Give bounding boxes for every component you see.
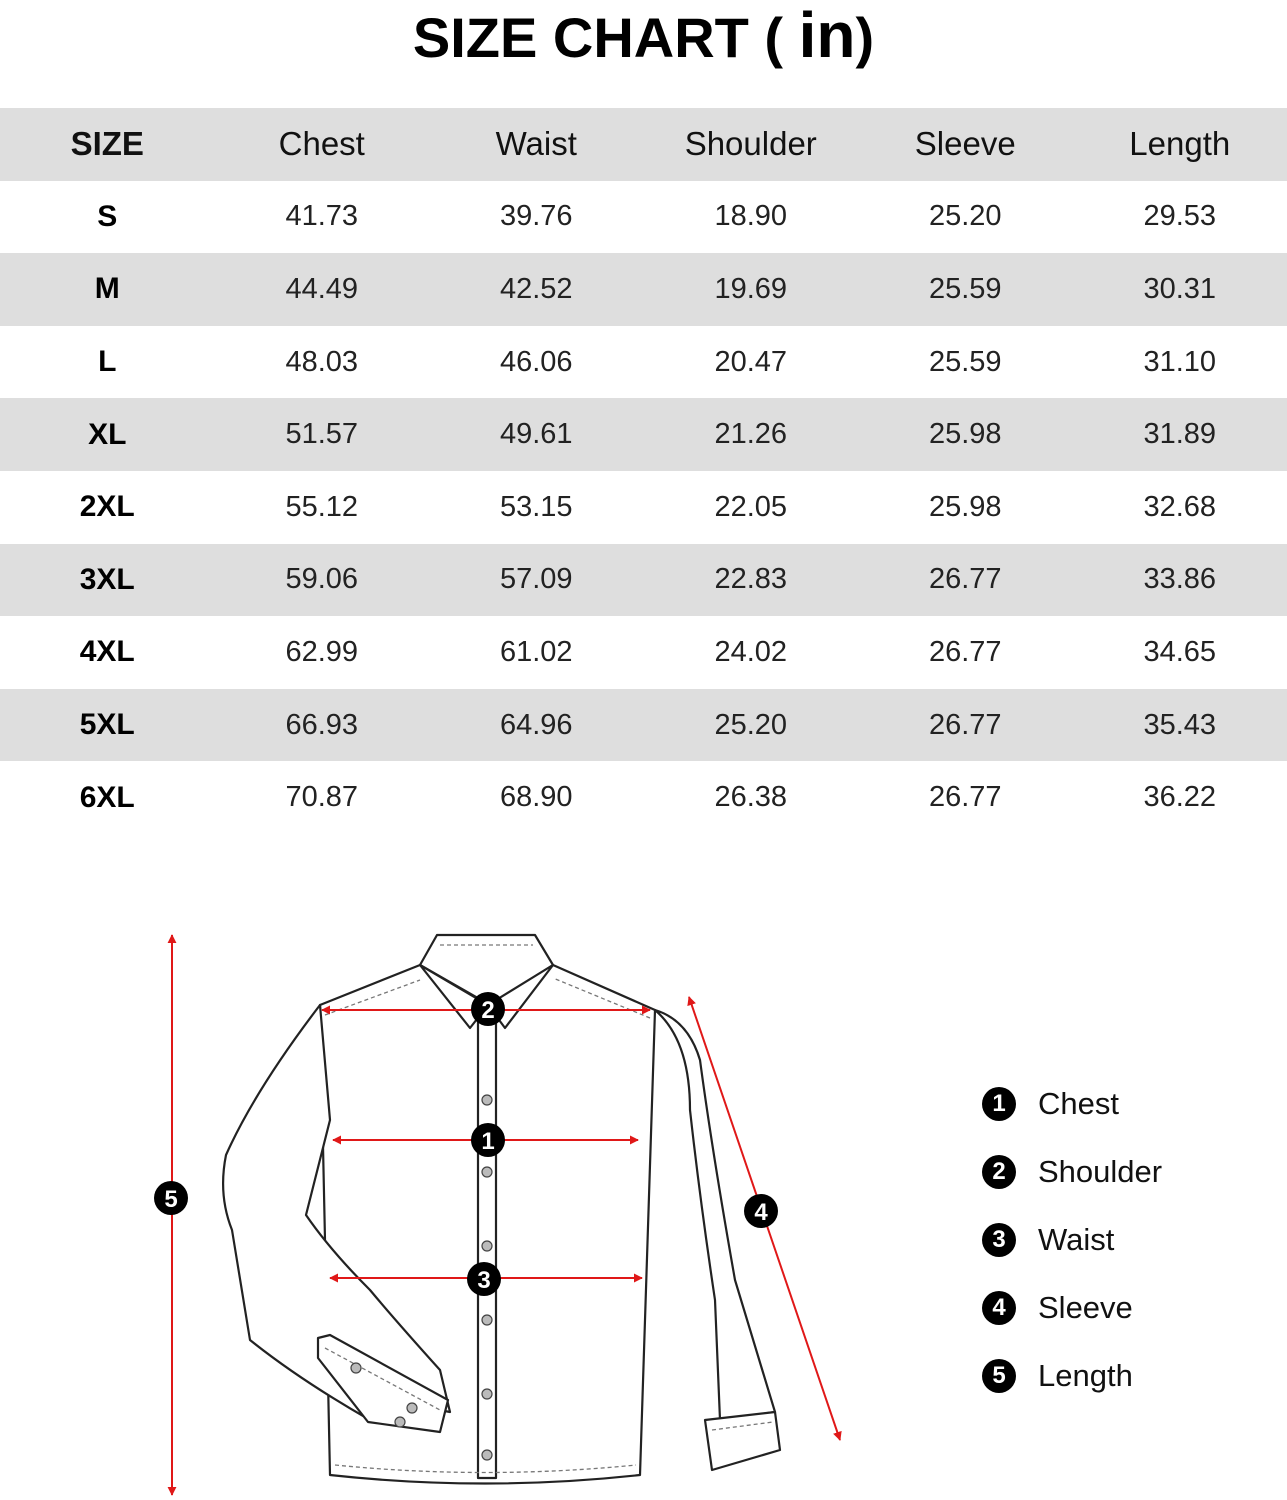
header-sleeve: Sleeve (914, 125, 1016, 163)
marker-chest-num: 1 (481, 1128, 495, 1155)
cell-size: 4XL (79, 635, 135, 669)
legend-item (982, 1070, 1282, 1138)
marker-waist-num: 3 (477, 1267, 491, 1294)
cell-size: 2XL (79, 490, 135, 524)
table-row (0, 544, 1287, 617)
cell-shoulder: 21.26 (714, 418, 788, 451)
cell-chest: 70.87 (285, 781, 359, 814)
cell-length: 29.53 (1143, 200, 1217, 233)
cell-size: 6XL (79, 780, 135, 814)
cell-size: XL (88, 417, 127, 451)
legend-label: Chest (1038, 1086, 1119, 1121)
cell-waist: 61.02 (499, 635, 573, 668)
cell-shoulder: 20.47 (714, 345, 788, 378)
cell-shoulder: 25.20 (714, 708, 788, 741)
cell-size: S (97, 199, 118, 233)
cell-chest: 44.49 (285, 272, 359, 305)
cell-length: 32.68 (1143, 490, 1217, 523)
cell-shoulder: 18.90 (714, 200, 788, 233)
cell-length: 36.22 (1143, 781, 1217, 814)
cell-size: 3XL (79, 562, 135, 596)
cell-length: 31.10 (1143, 345, 1217, 378)
table-row (0, 616, 1287, 689)
cell-sleeve: 26.77 (928, 708, 1002, 741)
marker-shoulder-num: 2 (481, 997, 495, 1024)
legend-item (982, 1342, 1282, 1410)
cell-waist: 64.96 (499, 708, 573, 741)
cell-length: 33.86 (1143, 563, 1217, 596)
cell-shoulder: 22.83 (714, 563, 788, 596)
legend-label: Waist (1038, 1222, 1115, 1257)
marker-chest (471, 1123, 505, 1157)
cell-chest: 62.99 (285, 635, 359, 668)
cell-length: 31.89 (1143, 418, 1217, 451)
table-row (0, 326, 1287, 399)
cell-chest: 55.12 (285, 490, 359, 523)
cell-length: 35.43 (1143, 708, 1217, 741)
legend-label: Length (1038, 1358, 1133, 1393)
marker-waist (467, 1262, 501, 1296)
legend-label: Shoulder (1038, 1154, 1163, 1189)
cell-waist: 57.09 (499, 563, 573, 596)
cell-waist: 49.61 (499, 418, 573, 451)
table-row (0, 471, 1287, 544)
cell-sleeve: 25.20 (928, 200, 1002, 233)
table-row (0, 689, 1287, 762)
cell-chest: 59.06 (285, 563, 359, 596)
table-row (0, 398, 1287, 471)
cell-size: 5XL (79, 708, 135, 742)
legend-num: 5 (982, 1359, 1016, 1393)
title-text: SIZE CHART (412, 6, 749, 69)
header-shoulder: Shoulder (684, 125, 817, 163)
size-table (0, 108, 1287, 834)
marker-sleeve-num: 4 (754, 1199, 768, 1226)
header-waist: Waist (495, 125, 577, 163)
legend-item (982, 1274, 1282, 1342)
legend-num: 1 (982, 1087, 1016, 1121)
marker-sleeve (744, 1194, 778, 1228)
cell-size: M (94, 272, 120, 306)
header-length: Length (1129, 125, 1231, 163)
cell-shoulder: 19.69 (714, 272, 788, 305)
cell-waist: 68.90 (499, 781, 573, 814)
cell-waist: 39.76 (499, 200, 573, 233)
cell-sleeve: 25.59 (928, 272, 1002, 305)
title-unit: in (798, 0, 856, 71)
table-row (0, 253, 1287, 326)
legend-num: 4 (982, 1291, 1016, 1325)
legend-num: 3 (982, 1223, 1016, 1257)
page-title (0, 0, 1287, 70)
cell-chest: 48.03 (285, 345, 359, 378)
cell-waist: 42.52 (499, 272, 573, 305)
title-paren-open: ( (764, 6, 784, 69)
measurement-legend (982, 1070, 1282, 1410)
cell-shoulder: 24.02 (714, 635, 788, 668)
table-row (0, 761, 1287, 834)
cell-sleeve: 25.98 (928, 418, 1002, 451)
cell-length: 30.31 (1143, 272, 1217, 305)
title-paren-close: ) (855, 6, 875, 69)
legend-item (982, 1138, 1282, 1206)
cell-sleeve: 26.77 (928, 781, 1002, 814)
marker-shoulder (471, 992, 505, 1026)
table-header-row (0, 108, 1287, 181)
legend-num: 2 (982, 1155, 1016, 1189)
cell-waist: 46.06 (499, 345, 573, 378)
cell-sleeve: 25.98 (928, 490, 1002, 523)
cell-shoulder: 22.05 (714, 490, 788, 523)
marker-length (154, 1181, 188, 1215)
marker-length-num: 5 (164, 1186, 178, 1213)
cell-chest: 41.73 (285, 200, 359, 233)
table-row (0, 181, 1287, 254)
header-chest: Chest (278, 125, 365, 163)
legend-item (982, 1206, 1282, 1274)
cell-chest: 66.93 (285, 708, 359, 741)
cell-size: L (98, 345, 117, 379)
cell-sleeve: 26.77 (928, 635, 1002, 668)
cell-shoulder: 26.38 (714, 781, 788, 814)
header-size: SIZE (70, 125, 144, 163)
cell-waist: 53.15 (499, 490, 573, 523)
cell-length: 34.65 (1143, 635, 1217, 668)
cell-sleeve: 25.59 (928, 345, 1002, 378)
cell-sleeve: 26.77 (928, 563, 1002, 596)
cell-chest: 51.57 (285, 418, 359, 451)
legend-label: Sleeve (1038, 1290, 1133, 1325)
